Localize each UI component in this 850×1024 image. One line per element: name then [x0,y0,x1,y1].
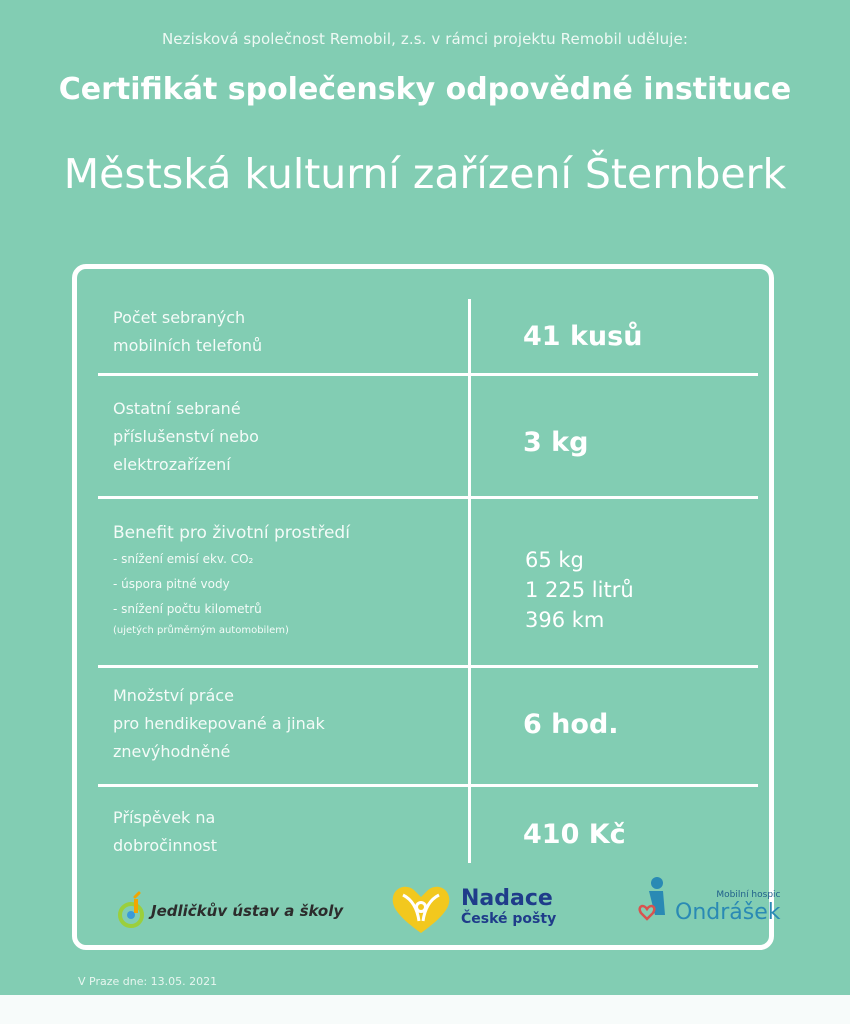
ondrasek-title: Ondrášek [675,900,781,925]
hospice-figure-icon [637,875,673,933]
heart-icon [389,881,453,937]
issue-date: V Praze dne: 13.05. 2021 [78,975,218,988]
jedlicka-name: Jedličkův ústav a školy [151,902,344,920]
nadace-subtitle: České pošty [461,911,557,927]
accessories-label: Ostatní sebrané příslušenství nebo elektrozařízení [113,399,259,474]
column-divider [468,299,471,863]
ondrasek-subtitle: Mobilní hospic [716,890,781,900]
charity-value: 410 Kč [523,819,626,850]
certificate-title: Certifikát společensky odpovědné instituce [58,72,792,107]
statistics-card [72,264,781,950]
nadace-title: Nadace [461,886,553,911]
row-divider [98,373,758,376]
charity-label: Příspěvek na dobročinnost [113,808,218,855]
row-divider [98,665,758,668]
phones-value: 41 kusů [523,321,643,352]
jedlicka-logo [117,891,343,931]
phones-label: Počet sebraných mobilních telefonů [113,308,263,355]
work-label: Množství práce pro hendikepované a jinak znevýhodněné [113,686,325,761]
row-divider [98,784,758,787]
institution-name: Městská kulturní zařízení Šternberk [63,150,787,198]
ondrasek-logo [637,875,781,933]
footer-strip [0,995,850,1024]
accessories-value: 3 kg [523,427,589,458]
environment-values: 65 kg 1 225 litrů 396 km [525,548,634,632]
environment-label: Benefit pro životní prostředí - snížení emisí ekv. CO₂ - úspora pitné vody - snížení počtu kilometrů (ujetých průměrným automobilem) [113,523,350,636]
jedlicka-icon [117,891,145,931]
nadace-logo [389,881,556,937]
work-value: 6 hod. [523,709,619,740]
row-divider [98,496,758,499]
intro-text: Nezisková společnost Remobil, z.s. v rámci projektu Remobil uděluje: [161,30,689,48]
